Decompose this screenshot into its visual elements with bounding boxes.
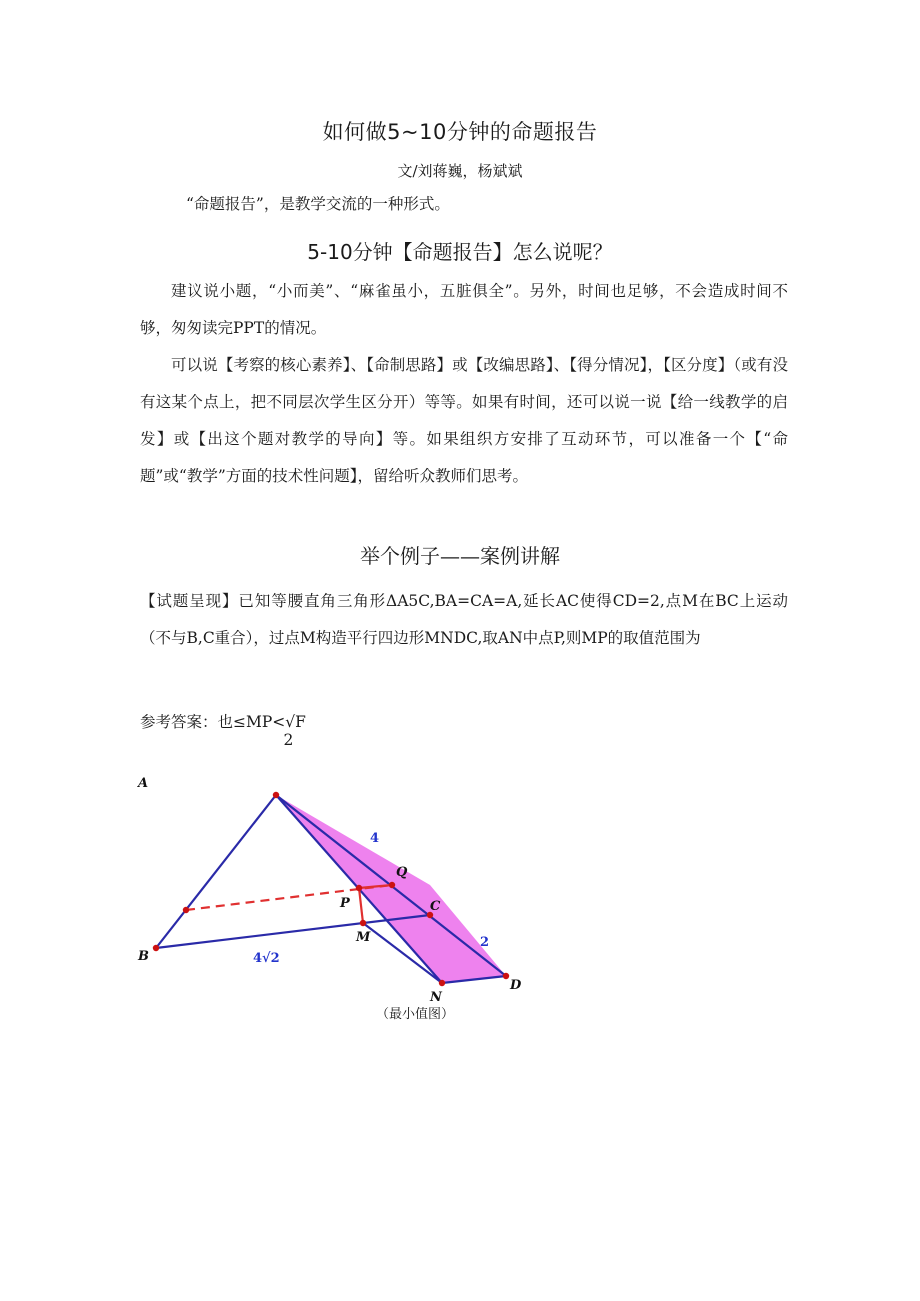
label-P: P <box>340 896 350 911</box>
point-N <box>439 980 445 986</box>
label-D: D <box>510 978 522 993</box>
point-midAB <box>183 907 189 913</box>
point-M <box>360 920 366 926</box>
geometry-figure <box>130 770 550 1010</box>
label-A: A <box>138 776 149 791</box>
problem-statement: 【试题呈现】已知等腰直角三角形ΔA5C,BA=CA=A,延长AC使得CD=2,点M在BC上运动（不与B,C重合），过点M构造平行四边形MNDC,取AN中点P,则MP的取值范围为 <box>140 592 788 647</box>
answer-expression <box>217 710 306 749</box>
segment-AB <box>156 795 276 948</box>
point-D <box>503 973 509 979</box>
label-M: M <box>356 930 371 945</box>
label-Q: Q <box>396 865 408 880</box>
length-CD-label: 2 <box>480 935 490 950</box>
author-byline: 文/刘蒋巍，杨斌斌 <box>397 162 523 180</box>
label-N: N <box>430 990 442 1005</box>
point-B <box>153 945 159 951</box>
length-BC-label: 4√2 <box>253 951 280 966</box>
intro-sentence: “命题报告”，是教学交流的一种形式。 <box>186 195 450 213</box>
label-B: B <box>138 949 149 964</box>
section2-heading: 举个例子——案例讲解 <box>360 544 560 568</box>
answer-denominator: 2 <box>283 731 294 749</box>
section1-paragraph-1: 建议说小题，“小而美”、“麻雀虽小，五脏俱全”。另外，时间也足够，不会造成时间不够，匆匆读完PPT的情况。 <box>140 282 788 337</box>
point-Q <box>389 882 395 888</box>
length-AC-label: 4 <box>370 831 380 846</box>
label-C: C <box>430 899 441 914</box>
section1-heading: 5-10分钟【命题报告】怎么说呢？ <box>307 240 613 264</box>
point-A <box>273 792 279 798</box>
answer-label: 参考答案： <box>140 713 218 731</box>
section1-paragraph-2: 可以说【考察的核心素养】、【命制思路】或【改编思路】、【得分情况】，【区分度】（或有没有这某个点上，把不同层次学生区分开）等等。如果有时间，还可以说一说【给一线教学的启发】或【出这个题对教学的导向】等。如果组织方安排了互动环节，可以准备一个【“命题”或“教学”方面的技术性问题】，留给听众教师们思考。 <box>140 356 788 485</box>
answer-expression-text: 也≤MP<√F <box>217 713 306 731</box>
figure-caption: （最小值图） <box>376 1007 455 1022</box>
reference-answer <box>140 710 306 749</box>
point-P <box>356 885 362 891</box>
document-title: 如何做5~10分钟的命题报告 <box>322 120 598 144</box>
